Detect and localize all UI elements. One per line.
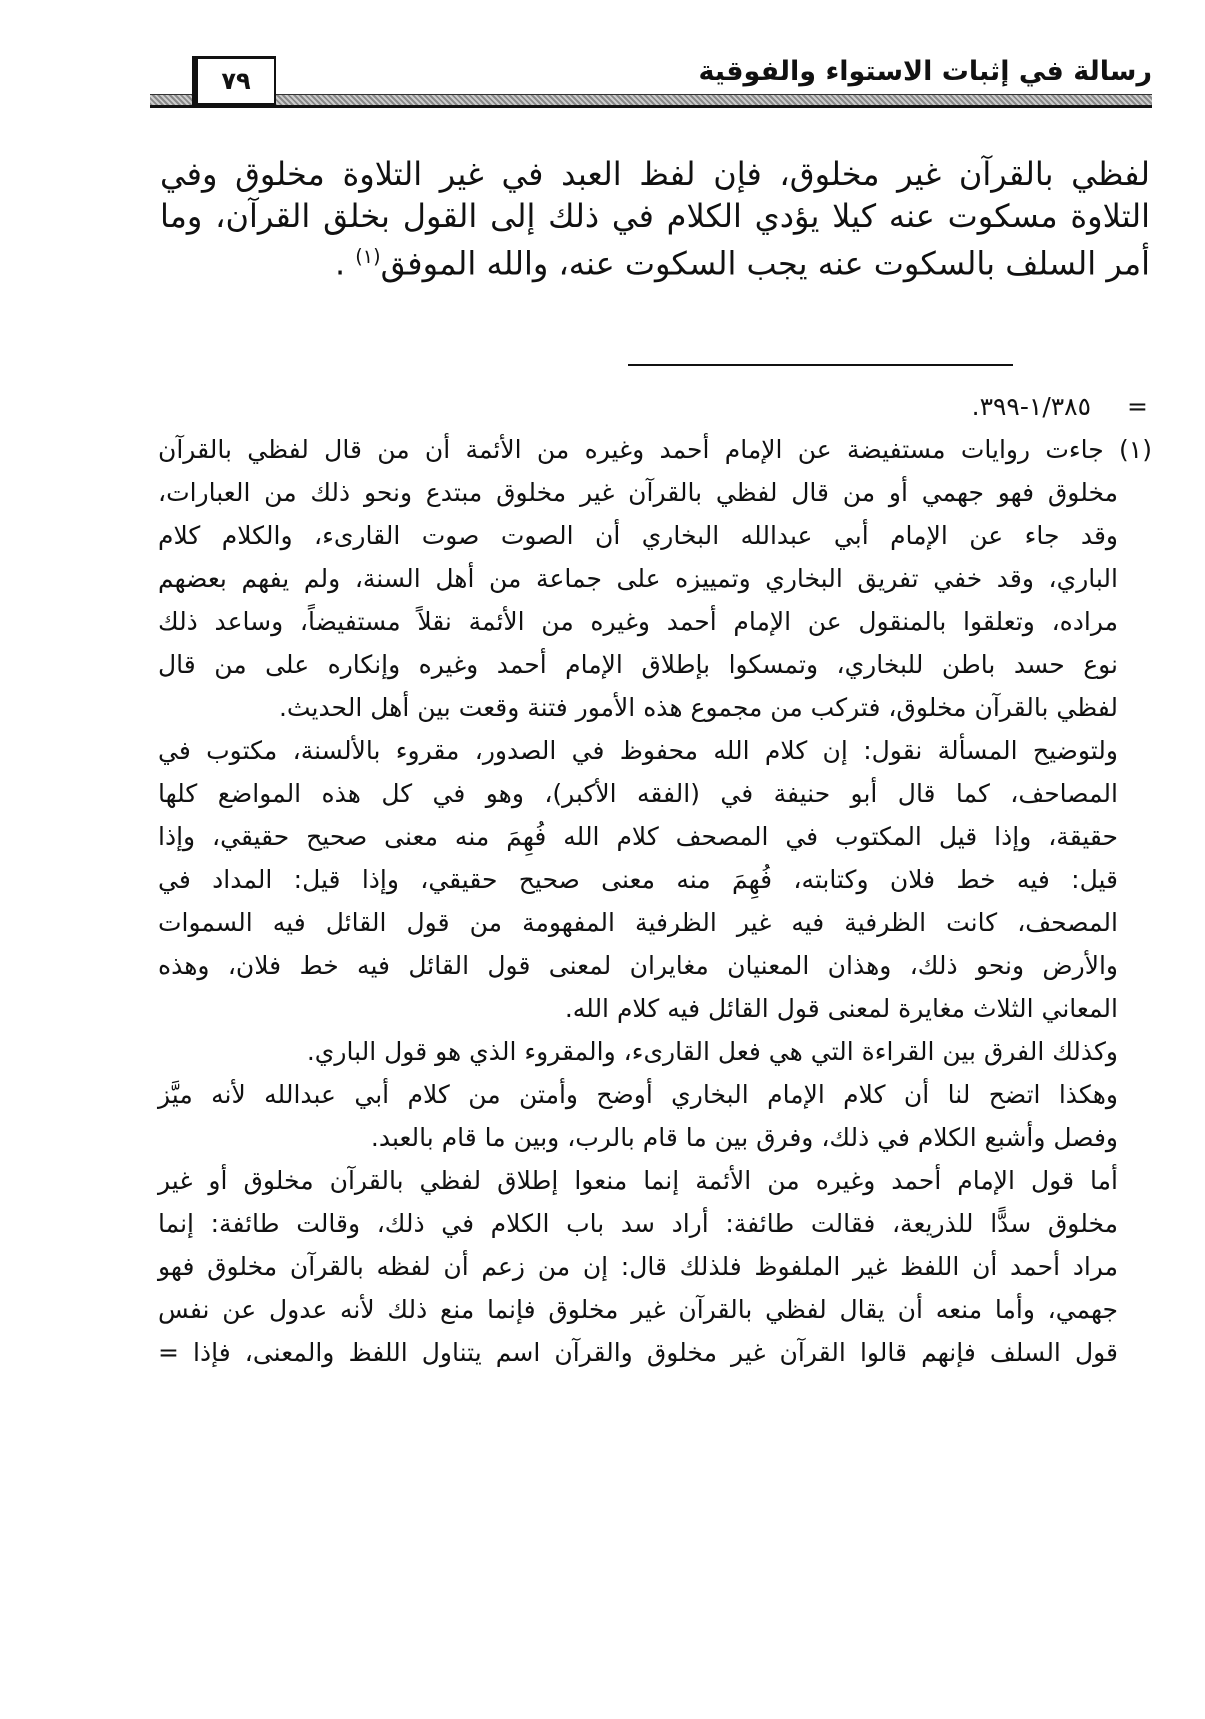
footnote-line: أما قول الإمام أحمد وغيره من الأئمة إنما منعوا إطلاق لفظي بالقرآن مخلوق أو غير — [158, 1166, 1118, 1195]
footnote-line — [158, 428, 1152, 471]
footnote-line: مراد أحمد أن اللفظ غير الملفوظ فلذلك قال: إن من زعم أن لفظه بالقرآن مخلوق فهو — [158, 1252, 1118, 1281]
header-decorative-bar — [150, 94, 1152, 108]
footnote-line: وهكذا اتضح لنا أن كلام الإمام البخاري أوضح وأمتن من كلام أبي عبدالله لأنه ميَّز — [158, 1080, 1118, 1109]
continuation-text: ١/٣٨٥-٣٩٩. — [971, 392, 1092, 421]
continuation-mark: = — [1127, 392, 1148, 421]
footnote-line: نوع حسد باطن للبخاري، وتمسكوا بإطلاق الإمام أحمد وغيره وإنكاره على من قال — [158, 650, 1118, 679]
footnote-line: مخلوق سدًّا للذريعة، فقالت طائفة: أراد سد باب الكلام في ذلك، وقالت طائفة: إنما — [158, 1209, 1118, 1238]
main-text-line: التلاوة مسكوت عنه كيلا يؤدي الكلام في ذلك إلى القول بخلق القرآن، وما — [160, 196, 1150, 235]
footnote-line: جهمي، وأما منعه أن يقال لفظي بالقرآن غير مخلوق فإنما منع ذلك لأنه عدول عن نفس — [158, 1295, 1118, 1324]
footnote-line: لفظي بالقرآن مخلوق، فتركب من مجموع هذه الأمور فتنة وقعت بين أهل الحديث. — [278, 693, 1118, 722]
full-stop: . — [334, 244, 346, 283]
footnote-reference: (١) — [355, 245, 381, 269]
footnote-line: قيل: فيه خط فلان وكتابته، فُهِمَ منه معنى صحيح حقيقي، وإذا قيل: المداد في — [158, 865, 1118, 894]
footnote-line: المعاني الثلاث مغايرة لمعنى قول القائل فيه كلام الله. — [564, 994, 1118, 1023]
page-number: ٧٩ — [192, 56, 276, 105]
footnote-line: المصاحف، كما قال أبو حنيفة في (الفقه الأكبر)، وهو في كل هذه المواضع كلها — [158, 779, 1118, 808]
footnote-line: المصحف، كانت الظرفية فيه غير الظرفية المفهومة من قول القائل فيه السموات — [158, 908, 1118, 937]
running-header — [150, 52, 1152, 112]
main-text-line: لفظي بالقرآن غير مخلوق، فإن لفظ العبد في غير التلاوة مخلوق وفي — [160, 155, 1150, 193]
footnote-text: جاءت روايات مستفيضة عن الإمام أحمد وغيره من الأئمة أن من قال لفظي بالقرآن — [158, 435, 1104, 464]
footnote-line: وفصل وأشبع الكلام في ذلك، وفرق بين ما قام بالرب، وبين ما قام بالعبد. — [370, 1123, 1118, 1152]
footnote-line: ولتوضيح المسألة نقول: إن كلام الله محفوظ في الصدور، مقروء بالألسنة، مكتوب في — [158, 736, 1118, 765]
footnote-line: مخلوق فهو جهمي أو من قال لفظي بالقرآن غير مخلوق مبتدع ونحو ذلك من العبارات، — [158, 478, 1118, 507]
footnote-separator — [628, 364, 1013, 366]
footnotes — [158, 385, 1152, 1374]
footnote-continuation — [158, 385, 1152, 428]
footnote-line: مراده، وتعلقوا بالمنقول عن الإمام أحمد وغيره من الأئمة نقلاً مستفيضاً، وساعد ذلك — [158, 607, 1118, 636]
footnote-line: والأرض ونحو ذلك، وهذان المعنيان مغايران لمعنى قول القائل فيه خط فلان، وهذه — [158, 951, 1118, 980]
main-text — [160, 145, 1150, 283]
footnote-line: الباري، وقد خفي تفريق البخاري وتمييزه على جماعة من أهل السنة، ولم يفهم بعضهم — [158, 564, 1118, 593]
footnote-number: (١) — [1119, 435, 1152, 464]
footnote-line: قول السلف فإنهم قالوا القرآن غير مخلوق والقرآن اسم يتناول اللفظ والمعنى، فإذا = — [158, 1338, 1118, 1367]
book-title: رسالة في إثبات الاستواء والفوقية — [698, 56, 1152, 87]
footnote-line: حقيقة، وإذا قيل المكتوب في المصحف كلام الله فُهِمَ منه معنى صحيح حقيقي، وإذا — [158, 822, 1118, 851]
main-text-line-content: أمر السلف بالسكوت عنه يجب السكوت عنه، والله الموفق — [380, 244, 1150, 283]
footnote-line: وقد جاء عن الإمام أبي عبدالله البخاري أن الصوت صوت القارىء، والكلام كلام — [158, 521, 1118, 550]
footnote-line: وكذلك الفرق بين القراءة التي هي فعل القارىء، والمقروء الذي هو قول الباري. — [306, 1037, 1118, 1066]
